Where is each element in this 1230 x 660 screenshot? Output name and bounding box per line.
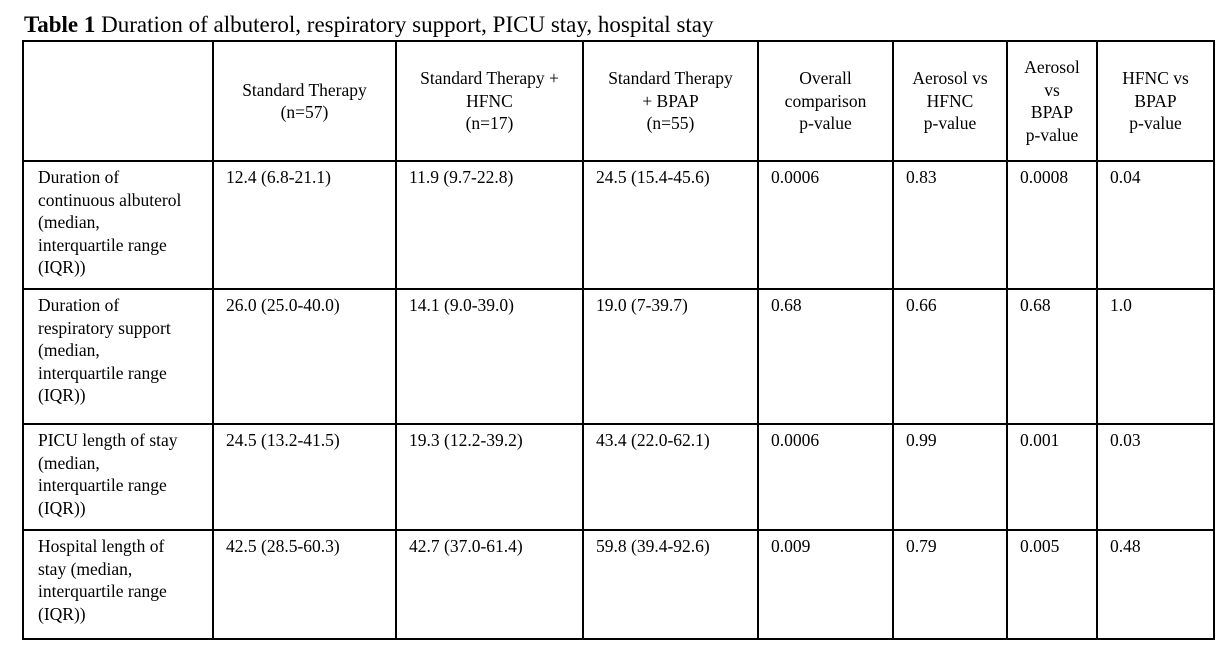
row-label-line: interquartile range: [38, 475, 167, 495]
column-header-line: Aerosol vs: [912, 68, 988, 89]
column-header: [396, 41, 583, 161]
table-cell: [893, 161, 1007, 289]
row-label-line: PICU length of stay: [38, 430, 178, 450]
row-label-line: Duration of: [38, 295, 120, 315]
column-header-line: Standard Therapy +: [420, 68, 559, 89]
cell-value: 0.99: [906, 430, 937, 450]
table-cell: [583, 424, 758, 530]
table-cell: [893, 530, 1007, 639]
cell-value: 0.66: [906, 295, 937, 315]
table-cell: [396, 424, 583, 530]
row-label-line: (IQR)): [38, 257, 86, 277]
cell-value: 12.4 (6.8-21.1): [226, 167, 331, 187]
cell-value: 59.8 (39.4-92.6): [596, 536, 710, 556]
table-caption: [24, 11, 714, 39]
column-header-line: HFNC vs: [1122, 68, 1189, 89]
column-header-line: Overall: [799, 68, 852, 89]
table-cell: [396, 161, 583, 289]
row-label-line: Duration of: [38, 167, 120, 187]
column-header-line: (n=17): [465, 113, 514, 134]
column-header-line: (n=55): [646, 113, 695, 134]
row-label-line: interquartile range: [38, 581, 167, 601]
column-header-line: p-value: [1129, 113, 1182, 134]
row-label-line: continuous albuterol: [38, 189, 182, 210]
row-label-line: stay (median,: [38, 558, 133, 579]
cell-value: 0.68: [1020, 295, 1051, 315]
column-header-line: + BPAP: [642, 90, 699, 111]
row-label-line: (median,: [38, 212, 100, 232]
table-cell: [583, 289, 758, 424]
cell-value: 26.0 (25.0-40.0): [226, 295, 340, 315]
column-header-line: HFNC: [466, 90, 513, 111]
table-cell: [1097, 424, 1214, 530]
results-table: [22, 40, 1215, 640]
cell-value: 0.005: [1020, 536, 1060, 556]
cell-value: 24.5 (15.4-45.6): [596, 167, 710, 187]
cell-value: 42.5 (28.5-60.3): [226, 536, 340, 556]
table-cell: [1007, 530, 1097, 639]
table-cell: [1097, 530, 1214, 639]
row-label: [23, 289, 213, 424]
column-header: [758, 41, 893, 161]
row-label-line: interquartile range: [38, 234, 167, 255]
table-cell: [758, 530, 893, 639]
column-header-line: BPAP: [1134, 90, 1177, 111]
column-header-line: (n=57): [280, 102, 329, 122]
table-row: [23, 530, 1214, 639]
table-cell: [213, 530, 396, 639]
table-cell: [758, 424, 893, 530]
table-cell: [396, 289, 583, 424]
cell-value: 43.4 (22.0-62.1): [596, 430, 710, 450]
column-header-line: comparison: [784, 90, 867, 111]
row-label-line: (median,: [38, 340, 100, 360]
column-header-line: HFNC: [926, 90, 974, 111]
cell-value: 0.68: [771, 295, 802, 315]
row-label-line: interquartile range: [38, 362, 167, 383]
table-cell: [1007, 424, 1097, 530]
table-cell: [758, 289, 893, 424]
cell-value: 11.9 (9.7-22.8): [409, 167, 514, 187]
table-row: [23, 161, 1214, 289]
cell-value: 0.0006: [771, 167, 820, 187]
table-cell: [1007, 161, 1097, 289]
cell-value: 0.48: [1110, 536, 1141, 556]
column-header-line: p-value: [1025, 124, 1079, 145]
header-row: [23, 41, 1214, 161]
cell-value: 19.3 (12.2-39.2): [409, 430, 523, 450]
column-header-line: BPAP: [1030, 102, 1074, 122]
table-cell: [1097, 289, 1214, 424]
table-row: [23, 424, 1214, 530]
cell-value: 0.0006: [771, 430, 820, 450]
table-cell: [893, 424, 1007, 530]
cell-value: 14.1 (9.0-39.0): [409, 295, 514, 315]
table-cell: [583, 161, 758, 289]
table-cell: [1007, 289, 1097, 424]
cell-value: 0.0008: [1020, 167, 1069, 187]
column-header: [1097, 41, 1214, 161]
row-label-line: respiratory support: [38, 317, 171, 338]
column-header: [213, 41, 396, 161]
column-header-line: Aerosol: [1024, 57, 1080, 77]
table-cell: [758, 161, 893, 289]
row-label-line: (median,: [38, 452, 100, 473]
row-label-line: (IQR)): [38, 385, 86, 405]
cell-value: 24.5 (13.2-41.5): [226, 430, 340, 450]
cell-value: 1.0: [1110, 295, 1132, 315]
table-title: Duration of albuterol, respiratory support, PICU stay, hospital stay: [101, 12, 714, 37]
table-label: Table 1: [24, 12, 96, 37]
row-label-line: (IQR)): [38, 497, 86, 518]
column-header: [23, 41, 213, 161]
column-header-line: p-value: [799, 113, 852, 134]
cell-value: 0.03: [1110, 430, 1141, 450]
row-label: [23, 530, 213, 639]
cell-value: 0.83: [906, 167, 937, 187]
table-cell: [213, 161, 396, 289]
column-header: [1007, 41, 1097, 161]
column-header-line: Standard Therapy: [242, 79, 367, 100]
cell-value: 19.0 (7-39.7): [596, 295, 688, 315]
table-row: [23, 289, 1214, 424]
cell-value: 42.7 (37.0-61.4): [409, 536, 523, 556]
row-label-line: Hospital length of: [38, 536, 165, 556]
cell-value: 0.04: [1110, 167, 1141, 187]
table-cell: [213, 289, 396, 424]
row-label-line: (IQR)): [38, 603, 86, 624]
table-cell: [213, 424, 396, 530]
table-cell: [1097, 161, 1214, 289]
table-cell: [893, 289, 1007, 424]
cell-value: 0.001: [1020, 430, 1060, 450]
cell-value: 0.79: [906, 536, 937, 556]
column-header-line: Standard Therapy: [608, 68, 733, 89]
row-label: [23, 424, 213, 530]
cell-value: 0.009: [771, 536, 811, 556]
table-cell: [396, 530, 583, 639]
column-header-line: vs: [1044, 79, 1060, 100]
table-cell: [583, 530, 758, 639]
column-header: [583, 41, 758, 161]
column-header-line: p-value: [923, 113, 977, 134]
column-header: [893, 41, 1007, 161]
row-label: [23, 161, 213, 289]
